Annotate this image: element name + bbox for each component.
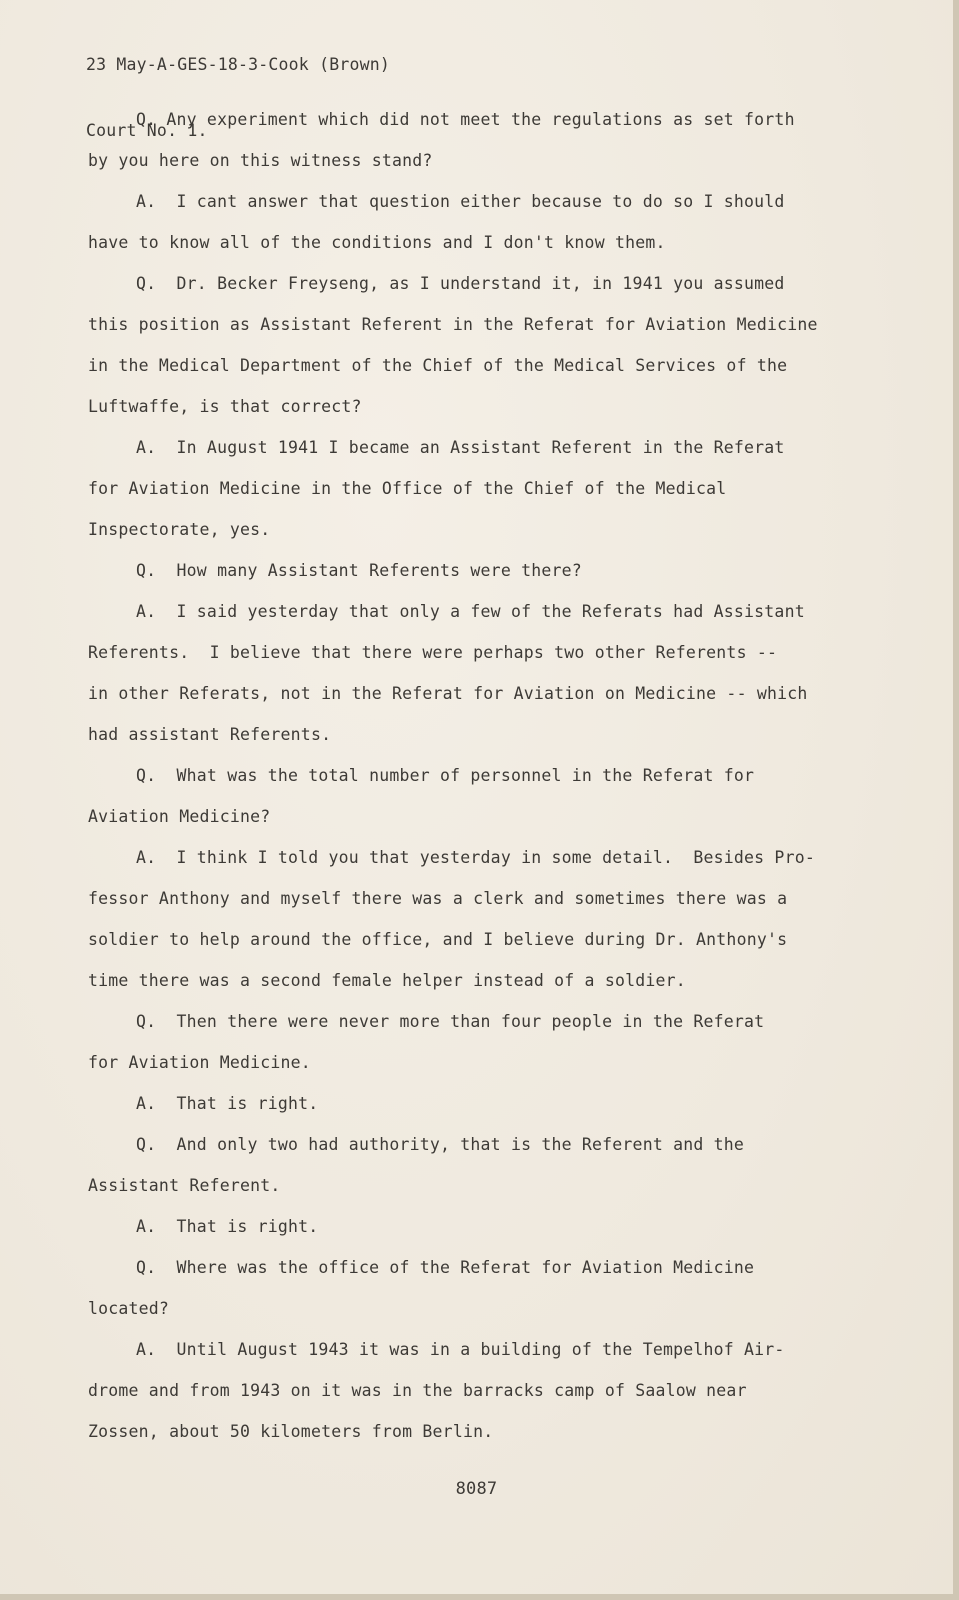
transcript-line: Inspectorate, yes. — [88, 520, 271, 539]
transcript-line: Q. Where was the office of the Referat for Aviation Medicine — [136, 1258, 755, 1277]
transcript-body — [88, 104, 828, 1457]
transcript-line: Q. What was the total number of personnel in the Referat for — [136, 766, 755, 785]
transcript-line: fessor Anthony and myself there was a clerk and sometimes there was a — [88, 889, 788, 908]
transcript-line: A. I cant answer that question either because to do so I should — [136, 192, 785, 211]
transcript-line: A. I think I told you that yesterday in some detail. Besides Pro- — [136, 848, 815, 867]
transcript-line: drome and from 1943 on it was in the barracks camp of Saalow near — [88, 1381, 747, 1400]
transcript-line: Luftwaffe, is that correct? — [88, 397, 362, 416]
transcript-line: Assistant Referent. — [88, 1176, 281, 1195]
transcript-line: had assistant Referents. — [88, 725, 332, 744]
transcript-line: in the Medical Department of the Chief of the Medical Services of the — [88, 356, 788, 375]
transcript-line: Q. And only two had authority, that is the Referent and the — [136, 1135, 745, 1154]
transcript-line: soldier to help around the office, and I believe during Dr. Anthony's — [88, 930, 788, 949]
transcript-line: A. Until August 1943 it was in a building of the Tempelhof Air- — [136, 1340, 785, 1359]
transcript-line: A. That is right. — [136, 1217, 319, 1236]
transcript-line: have to know all of the conditions and I don't know them. — [88, 233, 666, 252]
transcript-line: for Aviation Medicine. — [88, 1053, 311, 1072]
transcript-line: in other Referats, not in the Referat for Aviation on Medicine -- which — [88, 684, 808, 703]
transcript-line: A. That is right. — [136, 1094, 319, 1113]
transcript-line: time there was a second female helper instead of a soldier. — [88, 971, 686, 990]
transcript-line: A. In August 1941 I became an Assistant Referent in the Referat — [136, 438, 785, 457]
transcript-line: A. I said yesterday that only a few of the Referats had Assistant — [136, 602, 805, 621]
transcript-line: Referents. I believe that there were perhaps two other Referents -- — [88, 643, 778, 662]
page-number: 8087 — [455, 1479, 498, 1499]
transcript-line: Q. Dr. Becker Freyseng, as I understand it, in 1941 you assumed — [136, 274, 785, 293]
transcript-line: Aviation Medicine? — [88, 807, 271, 826]
transcript-line: Zossen, about 50 kilometers from Berlin. — [88, 1422, 494, 1441]
transcript-line: Q. Then there were never more than four people in the Referat — [136, 1012, 765, 1031]
transcript-line: Q. Any experiment which did not meet the regulations as set forth — [136, 110, 795, 129]
header-court-line: Court No. 1. — [86, 121, 208, 140]
header-case-line: 23 May-A-GES-18-3-Cook (Brown) — [86, 55, 391, 74]
transcript-line: for Aviation Medicine in the Office of the Chief of the Medical — [88, 479, 727, 498]
transcript-line: Q. How many Assistant Referents were there? — [136, 561, 582, 580]
transcript-line: located? — [88, 1299, 170, 1318]
transcript-line: by you here on this witness stand? — [88, 151, 433, 170]
transcript-line: this position as Assistant Referent in the Referat for Aviation Medicine — [88, 315, 818, 334]
